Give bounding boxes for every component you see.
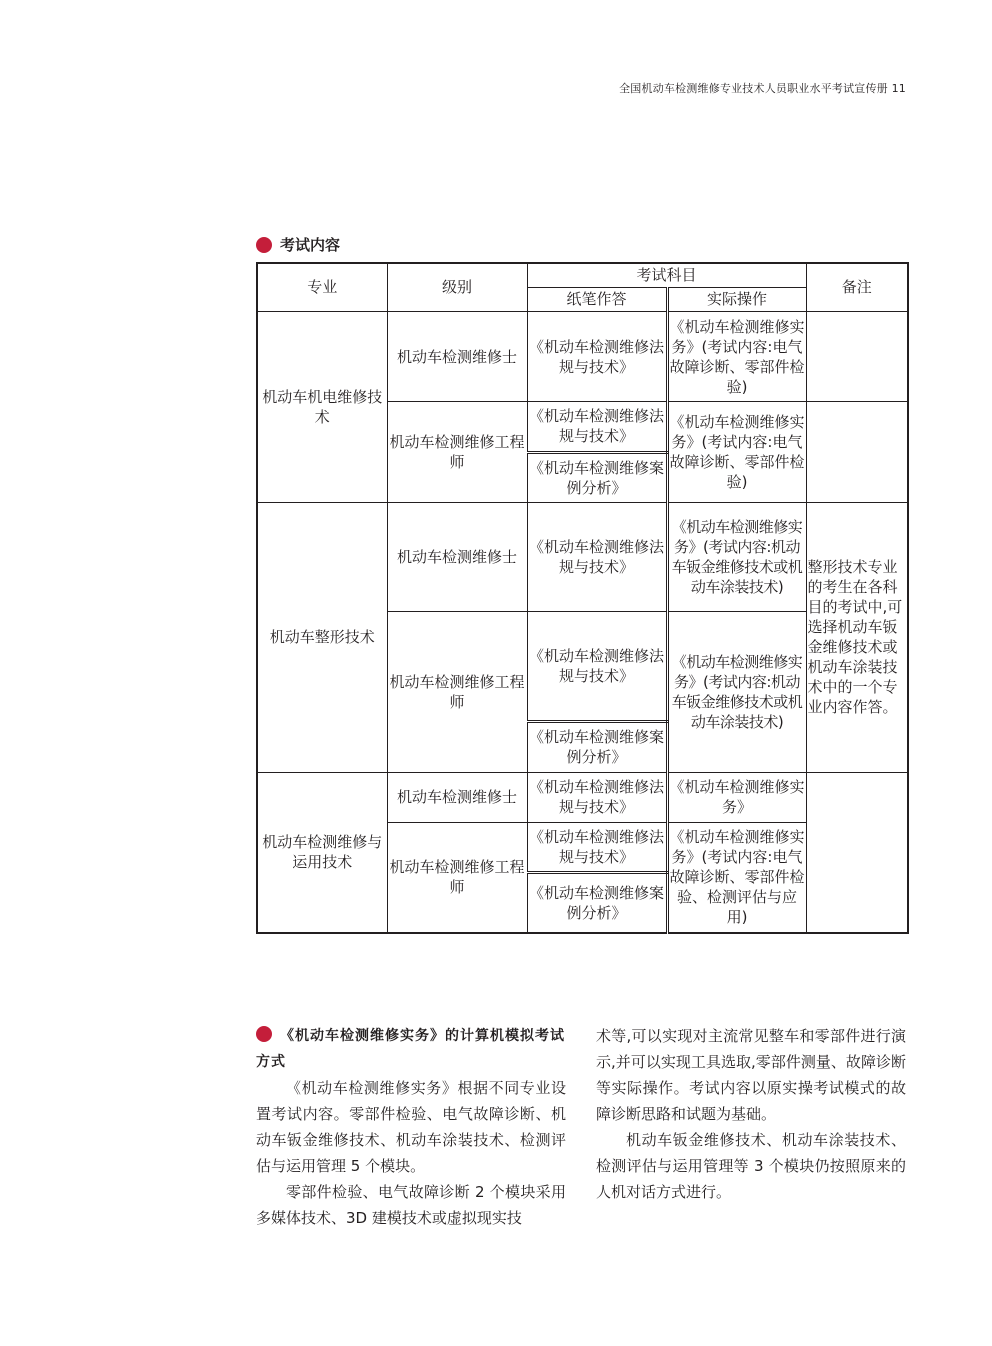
red-bullet-icon — [256, 1026, 272, 1042]
header-practical: 实际操作 — [667, 287, 806, 311]
section-title-text: 《机动车检测维修实务》的计算机模拟考试方式 — [256, 1028, 565, 1070]
written-subject-cell: 《机动车检测维修法规与技术》 — [527, 402, 667, 452]
notes-cell — [806, 772, 908, 933]
written-subject-cell: 《机动车检测维修法规与技术》 — [527, 311, 667, 402]
header-subjects: 考试科目 — [527, 263, 806, 287]
section-title-computer-exam — [256, 1023, 566, 1075]
body-paragraph: 机动车钣金维修技术、机动车涂装技术、检测评估与运用管理等 3 个模块仍按照原来的人机对话方式进行。 — [596, 1131, 906, 1201]
major-cell: 机动车机电维修技术 — [257, 311, 387, 502]
written-subject-cell: 《机动车检测维修法规与技术》 — [527, 822, 667, 872]
right-column — [596, 1023, 906, 1205]
header-notes: 备注 — [806, 263, 908, 311]
written-subject-cell: 《机动车检测维修法规与技术》 — [527, 772, 667, 822]
notes-cell — [806, 402, 908, 503]
section-title-text: 考试内容 — [280, 236, 341, 254]
level-cell: 机动车检测维修工程师 — [387, 402, 527, 503]
practical-subject-cell: 《机动车检测维修实务》 — [667, 772, 806, 822]
notes-cell: 整形技术专业的考生在各科目的考试中,可选择机动车钣金维修技术或机动车涂装技术中的一个专业内容作答。 — [806, 502, 908, 772]
level-cell: 机动车检测维修士 — [387, 311, 527, 402]
practical-subject-cell: 《机动车检测维修实务》(考试内容:电气故障诊断、零部件检验) — [667, 311, 806, 402]
level-cell: 机动车检测维修士 — [387, 502, 527, 611]
running-header: 全国机动车检测维修专业技术人员职业水平考试宣传册 11 — [619, 82, 906, 95]
major-cell: 机动车检测维修与运用技术 — [257, 772, 387, 933]
practical-subject-cell: 《机动车检测维修实务》(考试内容:电气故障诊断、零部件检验、检测评估与应用) — [667, 822, 806, 933]
header-level: 级别 — [387, 263, 527, 311]
written-subject-cell: 《机动车检测维修法规与技术》 — [527, 502, 667, 611]
body-paragraph: 《机动车检测维修实务》根据不同专业设置考试内容。零部件检验、电气故障诊断、机动车钣金维修技术、机动车涂装技术、检测评估与运用管理 5 个模块。 — [256, 1079, 566, 1175]
written-subject-cell: 《机动车检测维修案例分析》 — [527, 722, 667, 772]
written-subject-cell: 《机动车检测维修案例分析》 — [527, 873, 667, 933]
major-cell: 机动车整形技术 — [257, 502, 387, 772]
red-bullet-icon — [256, 237, 272, 253]
level-cell: 机动车检测维修工程师 — [387, 822, 527, 933]
section-title-exam-content — [256, 234, 340, 255]
header-written: 纸笔作答 — [527, 287, 667, 311]
body-paragraph: 零部件检验、电气故障诊断 2 个模块采用多媒体技术、3D 建模技术或虚拟现实技 — [256, 1183, 566, 1227]
exam-content-table — [256, 262, 909, 934]
level-cell: 机动车检测维修工程师 — [387, 611, 527, 772]
practical-subject-cell: 《机动车检测维修实务》(考试内容:机动车钣金维修技术或机动车涂装技术) — [667, 611, 806, 772]
left-column — [256, 1023, 566, 1231]
practical-subject-cell: 《机动车检测维修实务》(考试内容:电气故障诊断、零部件检验) — [667, 402, 806, 503]
practical-subject-cell: 《机动车检测维修实务》(考试内容:机动车钣金维修技术或机动车涂装技术) — [667, 502, 806, 611]
notes-cell — [806, 311, 908, 402]
written-subject-cell: 《机动车检测维修案例分析》 — [527, 452, 667, 502]
written-subject-cell: 《机动车检测维修法规与技术》 — [527, 611, 667, 722]
body-paragraph: 术等,可以实现对主流常见整车和零部件进行演示,并可以实现工具选取,零部件测量、故障诊断等实际操作。考试内容以原实操考试模式的故障诊断思路和试题为基础。 — [596, 1027, 906, 1123]
level-cell: 机动车检测维修士 — [387, 772, 527, 822]
header-major: 专业 — [257, 263, 387, 311]
